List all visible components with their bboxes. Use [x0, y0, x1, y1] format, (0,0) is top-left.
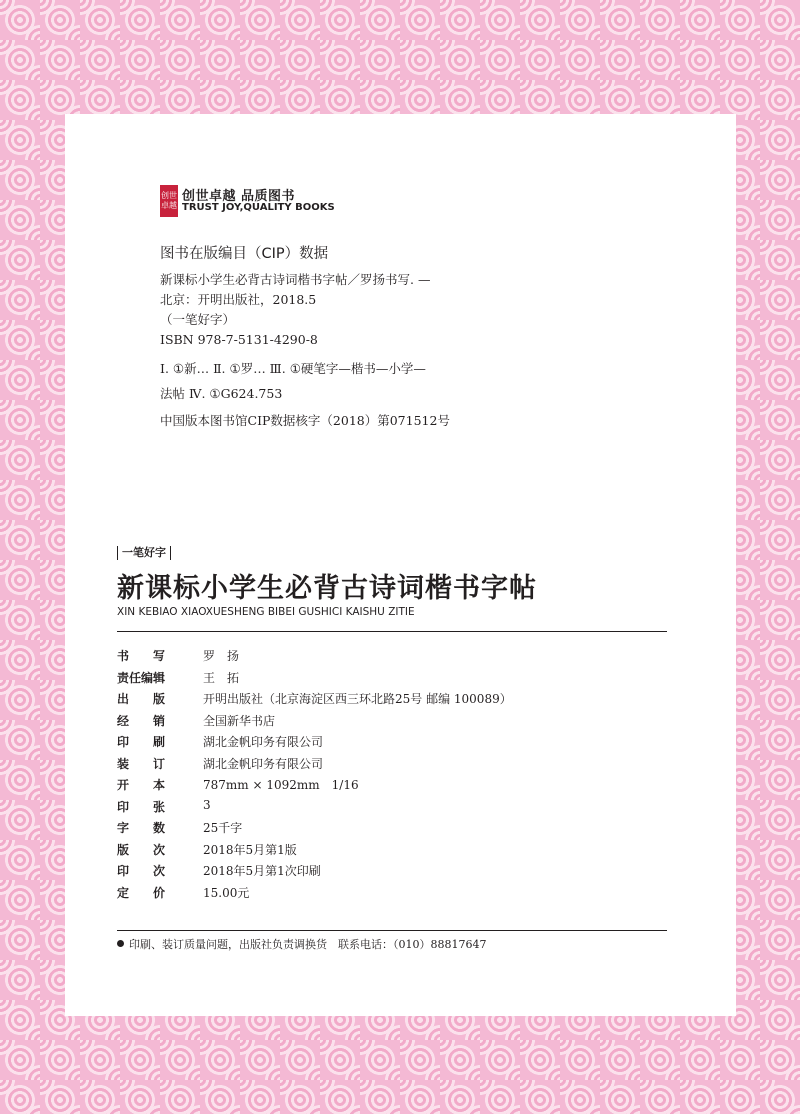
- cip-line: 法帖 Ⅳ. ①G624.753: [160, 386, 283, 401]
- cip-line: （一笔好字）: [160, 312, 236, 327]
- credit-row: [117, 862, 677, 884]
- credit-value: 3: [203, 797, 211, 812]
- cip-title: 图书在版编目（CIP）数据: [160, 246, 329, 262]
- logo-seal-icon: [160, 185, 178, 217]
- credit-label: 经 销: [117, 713, 166, 728]
- credit-row: [117, 776, 677, 798]
- copyright-page-panel: [65, 114, 736, 1016]
- credits-list: [117, 647, 677, 905]
- logo-seal-text: 创世卓越: [161, 191, 177, 210]
- credit-value: 罗 扬: [203, 649, 240, 663]
- credit-row: [117, 647, 677, 669]
- cip-line: ISBN 978-7-5131-4290-8: [160, 332, 318, 347]
- credit-label: 开 本: [117, 778, 166, 792]
- bullet-icon: [117, 940, 124, 947]
- credit-value: 787mm × 1092mm 1/16: [203, 778, 359, 792]
- credit-row: [117, 690, 677, 712]
- credit-label: 印 张: [117, 799, 166, 814]
- credit-label: 责任编辑: [117, 670, 166, 685]
- book-title: 新课标小学生必背古诗词楷书字帖: [117, 573, 537, 604]
- credit-value: 湖北金帆印务有限公司: [203, 735, 324, 749]
- credit-value: 王 拓: [203, 670, 240, 685]
- footer-text: 印刷、装订质量问题，出版社负责调换货 联系电话：（010）88817647: [129, 938, 487, 951]
- credit-row: [117, 798, 677, 820]
- credit-row: [117, 884, 677, 906]
- credit-label: 装 订: [117, 756, 166, 771]
- credit-label: 字 数: [117, 821, 166, 835]
- credit-label: 出 版: [117, 692, 166, 706]
- credit-label: 定 价: [117, 885, 166, 900]
- divider: [117, 930, 667, 931]
- cip-line: 新课标小学生必背古诗词楷书字帖／罗扬书写. —: [160, 272, 431, 287]
- credit-label: 印 次: [117, 864, 166, 878]
- credit-label: 书 写: [117, 649, 166, 663]
- credit-row: [117, 819, 677, 841]
- series-tag: 一笔好字: [117, 546, 171, 560]
- credit-value: 25千字: [203, 821, 243, 835]
- book-title-pinyin: XIN KEBIAO XIAOXUESHENG BIBEI GUSHICI KAISHU ZITIE: [117, 606, 415, 618]
- footer-notice: [117, 936, 486, 952]
- divider: [117, 631, 667, 632]
- cip-line: 北京：开明出版社，2018.5: [160, 292, 317, 307]
- credit-label: 版 次: [117, 842, 166, 857]
- credit-value: 全国新华书店: [203, 713, 276, 728]
- credit-row: [117, 755, 677, 777]
- credit-row: [117, 841, 677, 863]
- cip-line: 中国版本图书馆CIP数据核字（2018）第071512号: [160, 413, 450, 428]
- credit-value: 2018年5月第1版: [203, 842, 297, 857]
- cip-line: Ⅰ. ①新… Ⅱ. ①罗… Ⅲ. ①硬笔字—楷书—小学—: [160, 361, 426, 376]
- credit-value: 湖北金帆印务有限公司: [203, 756, 324, 771]
- credit-row: [117, 733, 677, 755]
- publisher-logo: [160, 185, 380, 217]
- credit-row: [117, 712, 677, 734]
- logo-english-text: TRUST JOY,QUALITY BOOKS: [182, 202, 335, 213]
- logo-chinese-text: 创世卓越 品质图书: [182, 189, 296, 204]
- credit-label: 印 刷: [117, 735, 166, 749]
- credit-value: 15.00元: [203, 885, 250, 900]
- credit-row: [117, 669, 677, 691]
- credit-value: 开明出版社（北京海淀区西三环北路25号 邮编 100089）: [203, 692, 512, 706]
- credit-value: 2018年5月第1次印刷: [203, 864, 321, 878]
